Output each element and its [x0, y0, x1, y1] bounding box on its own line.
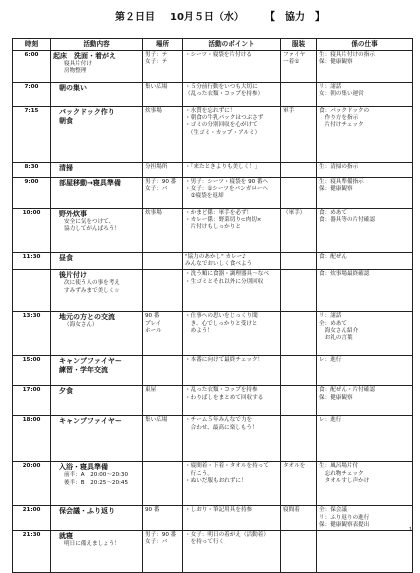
duty-line: 海女さん紹介 [319, 327, 359, 334]
duty-line: 保：健康観察 [319, 394, 353, 401]
points-cell [183, 462, 281, 506]
dress-cell [281, 506, 317, 531]
point-line: ・朝食の牛乳パックはつぶさず [185, 115, 264, 122]
header-place: 場所 [143, 39, 183, 51]
activity-note: 明日に備えましょう！ [64, 541, 120, 548]
activity-title: 地元の方との交流 [59, 313, 115, 322]
dress-cell [281, 163, 317, 178]
points-cell [183, 531, 281, 573]
activity-cell [51, 209, 143, 253]
point-line: みんなでおいしく食べよう [185, 261, 253, 268]
place-cell [143, 506, 183, 531]
activity-title: パックドック作り [59, 108, 115, 116]
place-cell [143, 531, 183, 573]
duty-cell [317, 531, 413, 573]
schedule-row [13, 83, 413, 107]
place-line: 90 番 [145, 507, 160, 514]
place-line: 炊事場 [145, 108, 162, 114]
dress-cell [281, 51, 317, 83]
duty-cell [317, 51, 413, 83]
points-cell [183, 386, 281, 416]
place-line: 女子：バ [145, 186, 168, 193]
place-cell [143, 356, 183, 386]
duty-cell [317, 506, 413, 531]
place-cell [143, 386, 183, 416]
schedule-row [13, 416, 413, 462]
activity-note: 協力してがんばろう！ [64, 226, 120, 233]
point-line: ・男子：シーツ・寝袋を 90 番へ [185, 179, 269, 185]
point-line: ・わりばしをまとめて回収する [185, 394, 264, 401]
duty-line: 生：寝具準備指示 [319, 179, 364, 185]
duty-cell [317, 178, 413, 209]
dress-cell [281, 107, 317, 163]
date-label: 10月５日（水） [170, 12, 244, 23]
duty-line: 忘れ物チェック [319, 470, 364, 477]
dress-cell [281, 386, 317, 416]
header-row [13, 39, 413, 51]
points-cell [183, 270, 281, 312]
activity-cell [51, 107, 143, 163]
header-dress: 服装 [281, 39, 317, 51]
time-cell: 20:00 [13, 462, 51, 506]
point-line: ・女子：①シーツをバンガローへ [185, 186, 269, 193]
activity-cell [51, 416, 143, 462]
place-cell [143, 178, 183, 209]
schedule-row [13, 312, 413, 356]
duty-line: 片付けチェック [319, 122, 364, 129]
place-line: 男子：90 番 [145, 179, 177, 185]
schedule-row [13, 51, 413, 83]
header-duty: 係の仕事 [317, 39, 413, 51]
page-heading [0, 8, 420, 22]
duty-line: レ：進行 [319, 417, 342, 424]
dress-line: 寝間着 [283, 507, 300, 514]
points-cell [183, 83, 281, 107]
activity-note: 寝具片付け [64, 61, 92, 67]
duty-cell [317, 462, 413, 506]
schedule-row [13, 270, 413, 312]
duty-cell [317, 163, 413, 178]
activity-cell [51, 163, 143, 178]
place-cell [143, 51, 183, 83]
activity-cell [51, 253, 143, 270]
duty-cell [317, 270, 413, 312]
activity-title: 朝の集い [59, 84, 87, 92]
point-line: ・５分前行動をいつも大切に [185, 84, 258, 90]
header-time: 時刻 [13, 39, 51, 51]
activity-cell [51, 462, 143, 506]
schedule-row [13, 506, 413, 531]
place-cell [143, 209, 183, 253]
dress-cell [281, 312, 317, 356]
time-cell: 7:00 [13, 83, 51, 107]
schedule-row [13, 356, 413, 386]
activity-note: 前半：A 20:00～20:30 [64, 472, 129, 479]
place-line: 集い広場 [145, 417, 168, 424]
duty-cell [317, 83, 413, 107]
dress-cell [281, 178, 317, 209]
dress-cell [281, 462, 317, 506]
point-line: 行こう。 [185, 470, 213, 477]
place-line: 集い広場 [145, 84, 168, 90]
time-cell: 11:30 [13, 253, 51, 270]
header-points: 活動のポイント [183, 39, 281, 51]
time-cell: 7:15 [13, 107, 51, 163]
dress-line: 軍手 [283, 108, 295, 114]
point-line: ・水質を忘れずに！ [185, 108, 236, 114]
activity-cell [51, 178, 143, 209]
activity-cell [51, 356, 143, 386]
points-cell [183, 178, 281, 209]
activity-title: 就寝 [59, 532, 73, 541]
place-line: 分担場所 [145, 164, 168, 170]
place-cell [143, 253, 183, 270]
point-line: （乱った衣類・コップを持参） [185, 91, 264, 98]
duty-line: レ：進行 [319, 357, 342, 364]
duty-line: 生：寝具片付けの指示 [319, 52, 375, 58]
duty-line: 食：炊事場最終確認 [319, 271, 370, 278]
activity-title: 昼食 [59, 254, 73, 262]
points-cell [183, 163, 281, 178]
schedule-row [13, 462, 413, 506]
place-line: 女子：バ [145, 539, 168, 546]
duty-cell [317, 107, 413, 163]
duty-line: 生：清掃の指示 [319, 164, 359, 170]
place-line: 炊事場 [145, 210, 162, 216]
schedule-table [12, 38, 413, 573]
place-line: 女子：テ [145, 59, 168, 66]
duty-line: 保：健康観察 [319, 59, 353, 66]
duty-cell [317, 312, 413, 356]
duty-cell [317, 253, 413, 270]
dress-cell [281, 209, 317, 253]
activity-note: （海女さん） [64, 322, 98, 329]
point-line: を持って行く [185, 539, 225, 546]
points-cell [183, 209, 281, 253]
activity-cell [51, 531, 143, 573]
points-cell [183, 506, 281, 531]
schedule-row [13, 178, 413, 209]
schedule-row [13, 163, 413, 178]
schedule-row [13, 209, 413, 253]
place-line: 男子：90 番 [145, 532, 177, 539]
place-cell [143, 462, 183, 506]
point-line: き、心でしっかりと受けと [185, 320, 258, 327]
point-line: ・カレー係：野菜切り⊂肉切× [185, 217, 262, 224]
dress-cell [281, 356, 317, 386]
place-line: ホール [145, 327, 162, 334]
place-cell [143, 107, 183, 163]
time-cell: 15:00 [13, 356, 51, 386]
point-line: ・ぬいだ服もおれずに！ [185, 477, 247, 484]
time-cell: 6:00 [13, 51, 51, 83]
point-line: （生ゴミ・カップ・アルミ） [185, 129, 261, 136]
time-cell: 13:30 [13, 312, 51, 356]
duty-cell [317, 416, 413, 462]
duty-line: 食：パックドックの [319, 108, 370, 114]
point-line: ・本番に向けて最終チェック！ [185, 357, 264, 364]
points-cell [183, 107, 281, 163]
dress-cell [281, 531, 317, 573]
day-label: 第２日目 [115, 12, 155, 23]
duty-line: 保：健康観察 [319, 186, 353, 193]
activity-title: 清掃 [59, 164, 73, 172]
duty-line: リ：諸話 [319, 313, 342, 320]
activity-title: 練習・学年交流 [59, 366, 108, 375]
place-cell [143, 312, 183, 356]
duty-cell [317, 356, 413, 386]
activity-title: キャンプファイヤー [59, 357, 122, 366]
schedule-body [13, 51, 413, 573]
duty-line: リ：ふり返りの進行 [319, 514, 370, 521]
points-cell [183, 51, 281, 83]
time-cell: 10:00 [13, 209, 51, 253]
activity-title: 夕食 [59, 387, 73, 396]
point-line: ・かまど係：軍手を必ず！ [185, 210, 253, 216]
point-line: ・女子：明日の着がえ（活動着） [185, 532, 269, 539]
point-line: ・しおり・筆記用具を持参 [185, 507, 253, 514]
point-line: ②寝袋を返却 [185, 193, 224, 200]
activity-note: 次に使う人の事を考え [64, 280, 120, 287]
point-line: "協力のあかし" カレー♪ [185, 254, 246, 260]
point-line: ・生ゴミとそれ以外に分別回収 [185, 278, 264, 285]
activity-title: 朝食 [59, 117, 73, 125]
point-line: ・ゴミの分別回収を心がけて [185, 122, 258, 129]
place-line: 男子：テ [145, 52, 168, 58]
points-cell [183, 356, 281, 386]
point-line: ・「来たときよりも美しく！」 [185, 164, 261, 170]
duty-line: 全：保会議 [319, 507, 347, 514]
dress-line: タオルを [283, 463, 306, 470]
time-cell: 18:00 [13, 416, 51, 462]
dress-line: ファイヤ [283, 52, 306, 58]
place-cell [143, 83, 183, 107]
activity-cell [51, 386, 143, 416]
point-line: ・洗う順に食器・調理器具～なべ [185, 271, 269, 278]
duty-line: 女：朝の集い運営 [319, 91, 364, 98]
points-cell [183, 416, 281, 462]
time-cell: 8:30 [13, 163, 51, 178]
activity-title: 入浴・寝具準備 [59, 463, 108, 472]
header-activity: 活動内容 [51, 39, 143, 51]
schedule-row [13, 107, 413, 163]
duty-line: 食：器具等の片付確認 [319, 217, 375, 224]
place-cell [143, 270, 183, 312]
activity-title: キャンプファイヤー [59, 417, 122, 426]
dress-cell [281, 253, 317, 270]
place-cell [143, 416, 183, 462]
activity-note: 安全に気をつけて、 [64, 219, 115, 225]
activity-title: 保会議・ふり返り [59, 507, 115, 516]
time-cell: 9:00 [13, 178, 51, 209]
duty-line: 全：めあて [319, 320, 347, 327]
activity-title: 部屋移動→寝具準備 [59, 179, 121, 187]
activity-cell [51, 506, 143, 531]
activity-title: 起床 洗面・着がえ [53, 52, 116, 60]
point-line: ・仕事への思いをじっくり聞 [185, 313, 258, 320]
point-line: ・乱った衣類・コップを持参 [185, 387, 258, 394]
duty-line: リ：諸話 [319, 84, 342, 90]
point-line: めよう！ [185, 327, 213, 334]
duty-line: 食：配ぜん・片付確認 [319, 387, 375, 394]
duty-line: 作り方を指示 [319, 115, 359, 122]
schedule-row [13, 531, 413, 573]
activity-note: 房物整理 [64, 68, 87, 75]
points-cell [183, 253, 281, 270]
time-cell: 21:30 [13, 531, 51, 573]
schedule-row [13, 253, 413, 270]
activity-cell [51, 83, 143, 107]
activity-cell [51, 312, 143, 356]
duty-line: 生：風呂場片付 [319, 463, 359, 470]
duty-line: タオルすし声かけ [319, 477, 370, 484]
place-line: 90 番 [145, 313, 160, 320]
dress-line: 一着① [283, 59, 300, 66]
activity-cell [51, 51, 143, 83]
theme-label: 【 協力 】 [265, 12, 325, 23]
duty-line: お礼の言葉 [319, 335, 353, 342]
dress-line: （軍手） [283, 210, 306, 216]
place-cell [143, 163, 183, 178]
place-line: 東屋 [145, 387, 157, 394]
points-cell [183, 312, 281, 356]
point-line: 合わせ、最高に楽しもう！ [185, 424, 258, 431]
time-cell: 21:00 [13, 506, 51, 531]
activity-cell [51, 270, 143, 312]
point-line: 片付けもしっかりと [185, 224, 241, 231]
activity-note: すみずみまで美しく☆ [64, 287, 120, 294]
duty-cell [317, 209, 413, 253]
point-line: ・寝間着・下着・タオルを持って [185, 463, 269, 470]
page-number: 1 [408, 527, 412, 533]
time-cell [13, 270, 51, 312]
duty-line: 食：めあて [319, 210, 347, 216]
activity-title: 野外炊事 [59, 210, 87, 218]
time-cell: 17:00 [13, 386, 51, 416]
duty-cell [317, 386, 413, 416]
activity-title: 後片付け [59, 271, 87, 280]
activity-note: 後半：B 20:25～20:45 [64, 479, 129, 486]
dress-cell [281, 270, 317, 312]
point-line: ・シーツ・寝袋を片付ける [185, 52, 252, 58]
schedule-row [13, 386, 413, 416]
duty-line: 食：配ぜん [319, 254, 347, 260]
duty-line: 保：健康観察表提出 [319, 521, 370, 528]
dress-cell [281, 83, 317, 107]
point-line: ・チーム５年みんなで力を [185, 417, 253, 424]
place-line: プレイ [145, 320, 162, 327]
dress-cell [281, 416, 317, 462]
